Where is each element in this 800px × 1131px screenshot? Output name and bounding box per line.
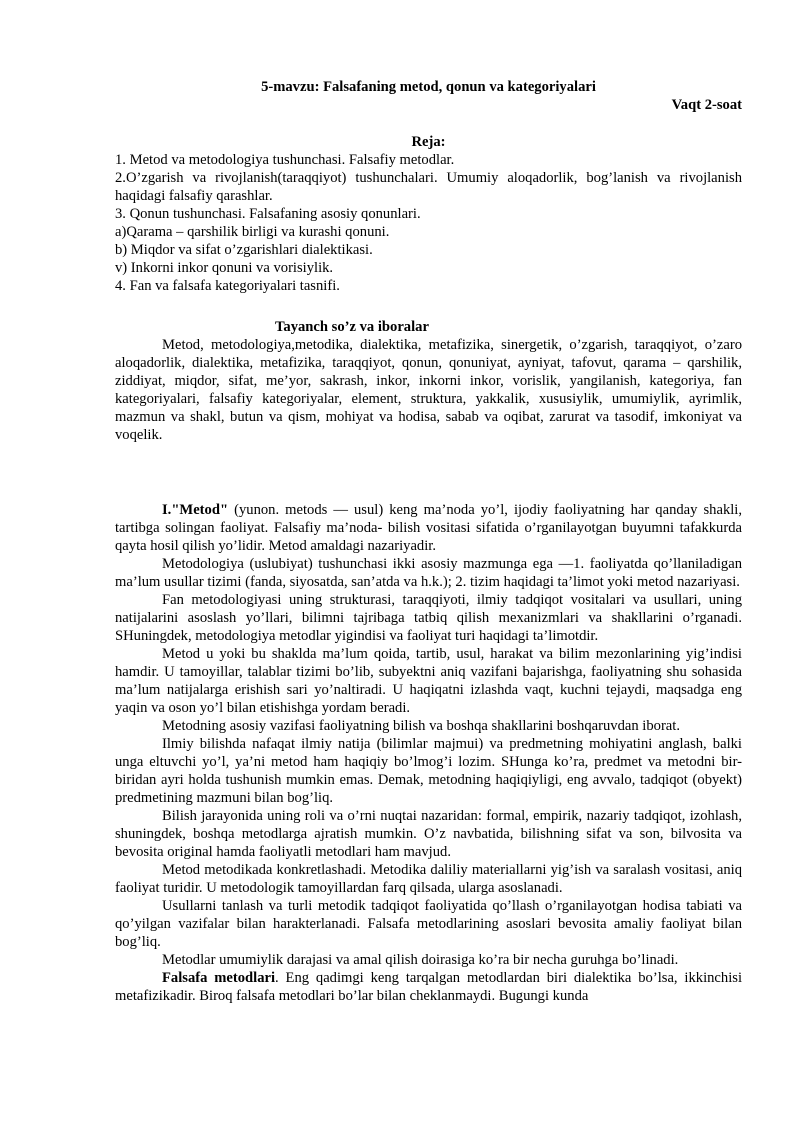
plan-heading: Reja: bbox=[411, 134, 446, 150]
keywords-text: Metod, metodologiya,metodika, dialektika, metafizika, sinergetik, o’zgarish, taraqqiyot, o’zaro aloqadorlik, dialektika, metafizika, taraqqiyot, qonun, qonuniyat, ayniyat, tafovut, qarama – qarshilik, ziddiyat, miqdor, sifat, me’yor, sakrash, inkor, inkorni inkor, vorislik, yangilanish, kategoriya, fan kategoriyalari, falsafiy kategoriyalar, element, struktura, yakkalik, xususiylik, umumiylik, ayrimlik, mazmun va shakl, butun va qism, mohiyat va hodisa, sabab va oqibat, zarurat va tasodif, imkoniyat va voqelik. bbox=[115, 337, 742, 443]
plan-list bbox=[115, 151, 742, 295]
plan-item: 2.O’zgarish va rivojlanish(taraqqiyot) tushunchalari. Umumiy aloqadorlik, bog’lanish va rivojlanish haqidagi falsafiy qarashlar. bbox=[115, 170, 742, 204]
paragraph-lead: I."Metod" bbox=[162, 502, 229, 518]
keywords-heading: Tayanch so’z va iboralar bbox=[275, 319, 429, 335]
paragraph: Metodning asosiy vazifasi faoliyatning bilish va boshqa shakllarini boshqaruvdan iborat. bbox=[162, 718, 680, 734]
plan-item: 1. Metod va metodologiya tushunchasi. Falsafiy metodlar. bbox=[115, 152, 455, 168]
paragraph: Metodologiya (uslubiyat) tushunchasi ikki asosiy mazmunga ega —1. faoliyatda qo’llaniladigan ma’lum usullar tizimi (fanda, siyosatda, san’atda va h.k.); 2. tizim haqidagi ta’limot yoki metod nazariyasi. bbox=[115, 556, 742, 590]
plan-item: 3. Qonun tushunchasi. Falsafaning asosiy qonunlari. bbox=[115, 206, 421, 222]
plan-item: b) Miqdor va sifat o’zgarishlari dialektikasi. bbox=[115, 242, 373, 258]
paragraph: Fan metodologiyasi uning strukturasi, taraqqiyoti, ilmiy tadqiqot vositalari va usullari, uning natijalarini asoslash yo’llari, bilimni tajribaga tatbiq qilish mexanizmlari va shakllarini o’rganadi. SHuningdek, metodologiya metodlar yigindisi va faoliyat turi haqidagi ta’limotdir. bbox=[115, 592, 742, 644]
paragraph bbox=[115, 969, 742, 1005]
paragraph: Metod metodikada konkretlashadi. Metodika daliliy materiallarni yig’ish va saralash vositasi, aniq faoliyat turidir. U metodologik tamoyillardan farq qilsada, ularga asoslanadi. bbox=[115, 862, 742, 896]
paragraph-text: (yunon. metods — usul) keng ma’noda yo’l, ijodiy faoliyatning har qanday shakli, tartibga solingan faoliyat. Falsafiy ma’noda- bilish vositasi sifatida o’rganilayotgan buyumni tafakkurda qayta hosil qilish yo’lidir. Metod amaldagi nazariyadir. bbox=[115, 502, 742, 554]
paragraph bbox=[115, 501, 742, 555]
topic-title: 5-mavzu: Falsafaning metod, qonun va kategoriyalari bbox=[261, 79, 596, 95]
plan-item: a)Qarama – qarshilik birligi va kurashi qonuni. bbox=[115, 224, 390, 240]
main-content bbox=[115, 501, 742, 1005]
plan-item: v) Inkorni inkor qonuni va vorisiylik. bbox=[115, 260, 334, 276]
paragraph: Bilish jarayonida uning roli va o’rni nuqtai nazaridan: formal, empirik, nazariy tadqiqot, izohlash, shuningdek, boshqa metodlarga ajratish mumkin. O’z navbatida, bilishning sifat va son, bilvosita va bevosita original hamda faoliyatli metodlari ham mavjud. bbox=[115, 808, 742, 860]
paragraph: Metodlar umumiylik darajasi va amal qilish doirasiga ko’ra bir necha guruhga bo’linadi. bbox=[162, 952, 679, 968]
paragraph: Metod u yoki bu shaklda ma’lum qoida, tartib, usul, harakat va bilim mezonlarining yig’indisi hamdir. U tamoyillar, talablar tizimi bo’lib, subyektni aniq vazifani bajarishga, faoliyatning shu sohasida ma’lum natijalarga erishish sari yo’naltiradi. U haqiqatni izlashda vaqt, kuchni tejaydi, maqsadga eng yaqin va oson yo’l bilan etishishga yordam beradi. bbox=[115, 646, 742, 716]
paragraph: Ilmiy bilishda nafaqat ilmiy natija (bilimlar majmui) va predmetning mohiyatini anglash, balki unga eltuvchi yo’l, ya’ni metod ham haqiqiy bo’lmog’i lozim. SHunga ko’ra, predmet va metodni bir-biridan ayri holda tushunish mumkin emas. Demak, metodning haqiqiyligi, eng avvalo, tadqiqot (obyekt) predmetining mazmuni bilan bog’liq. bbox=[115, 736, 742, 806]
time-label: Vaqt 2-soat bbox=[671, 97, 742, 113]
plan-item: 4. Fan va falsafa kategoriyalari tasnifi. bbox=[115, 278, 340, 294]
paragraph-lead: Falsafa metodlari bbox=[162, 970, 276, 986]
paragraph-text: . Eng qadimgi keng tarqalgan metodlardan biri dialektika bo’lsa, ikkinchisi metafizikadir. Biroq falsafa metodlari bo’lar bilan cheklanmaydi. Bugungi kunda bbox=[115, 970, 742, 1004]
paragraph: Usullarni tanlash va turli metodik tadqiqot faoliyatida qo’llash o’rganilayotgan hodisa tabiati va qo’yilgan vazifalar bilan harakterlanadi. Falsafa metodlarining asoslari bevosita amaliy faoliyat bilan bog’liq. bbox=[115, 898, 742, 950]
